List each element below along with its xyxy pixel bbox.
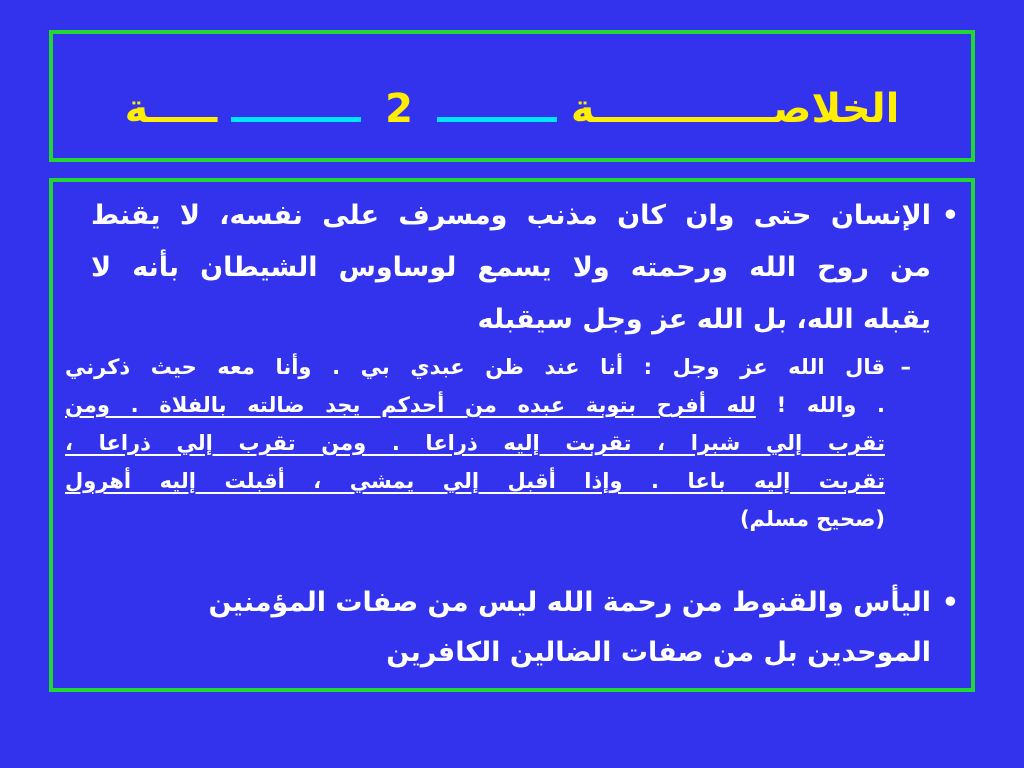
title-number: 2 <box>385 86 413 132</box>
bullet-2-line-1: اليأس والقنوط من رحمة الله ليس من صفات المؤمنين <box>208 587 931 618</box>
sub-bullet-marker: – <box>900 355 911 379</box>
bullet-1-line-1: الإنسان حتى وان كان مذنب ومسرف على نفسه، لا يقنط <box>91 200 931 231</box>
bullet-1-line-3: يقبله الله، بل الله عز وجل سيقبله <box>477 304 931 335</box>
bullet-marker: • <box>941 587 959 618</box>
hadith-source: (صحيح مسلم) <box>739 507 885 531</box>
hadith-line-1: قال الله عز وجل : أنا عند ظن عبدي بي . وأنا معه حيث ذكرني <box>65 355 885 379</box>
slide-title <box>53 84 971 134</box>
bullet-2 <box>91 578 959 678</box>
hadith-line-2-plain: . والله ! <box>755 393 886 417</box>
bullet-1 <box>91 190 959 346</box>
title-underline-accent <box>437 117 557 122</box>
title-box <box>49 30 975 162</box>
title-text: الخلاصـــــــــــــة <box>570 86 900 132</box>
hadith-line-2 <box>65 386 885 424</box>
bullet-1-line-2: من روح الله ورحمته ولا يسمع لوساوس الشيطان بأنه لا <box>91 252 931 283</box>
title-tail: ـــــة <box>124 86 218 132</box>
sub-bullet-hadith <box>65 348 911 538</box>
bullet-2-line-2: الموحدين بل من صفات الضالين الكافرين <box>386 637 931 668</box>
hadith-line-4: تقربت إليه باعا . وإذا أقبل إلي يمشي ، أقبلت إليه أهرول <box>65 469 885 493</box>
content-box <box>49 178 975 692</box>
title-underline-accent-2 <box>231 117 361 122</box>
hadith-line-3: تقرب إلي شبرا ، تقربت إليه ذراعا . ومن تقرب إلي ذراعا ، <box>65 431 885 455</box>
bullet-marker: • <box>941 200 959 231</box>
hadith-line-2-underlined: لله أفرح بتوبة عبده من أحدكم يجد ضالته بالفلاة . ومن <box>65 393 756 417</box>
